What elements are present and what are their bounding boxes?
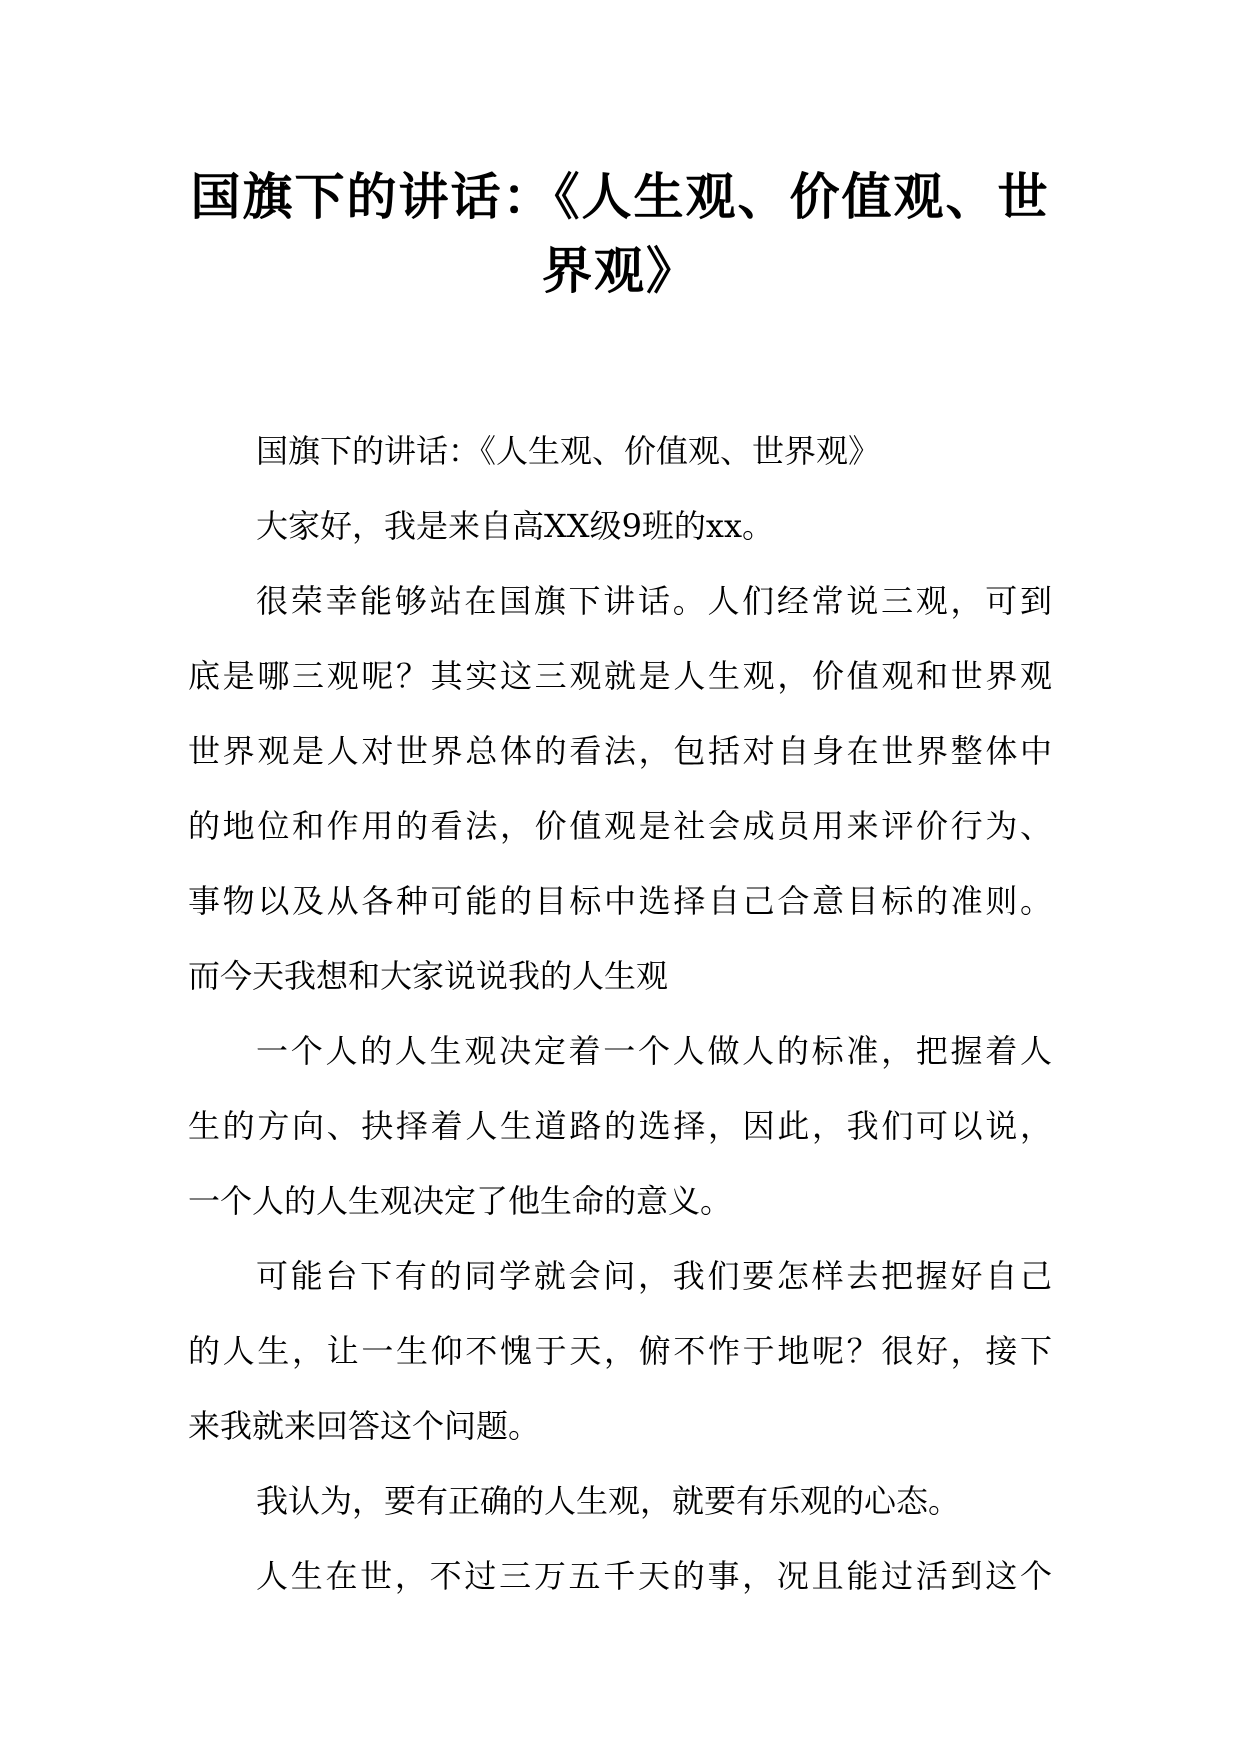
title-line-2: 界观》	[542, 241, 698, 300]
paragraph-three-views	[188, 564, 1052, 1014]
text-line: 一个人的人生观决定着一个人做人的标准，把握着人	[256, 1032, 1052, 1070]
paragraph-subtitle	[188, 414, 1052, 489]
text-line: 的地位和作用的看法，价值观是社会成员用来评价行为、	[188, 807, 1052, 845]
text-line: 可能台下有的同学就会问，我们要怎样去把握好自己	[256, 1257, 1052, 1295]
paragraph-life-span	[188, 1539, 1052, 1614]
paragraph-question	[188, 1239, 1052, 1464]
text-line: 而今天我想和大家说说我的人生观	[188, 957, 669, 995]
text-line: 生的方向、抉择着人生道路的选择，因此，我们可以说，	[188, 1107, 1052, 1145]
text-line: 底是哪三观呢？其实这三观就是人生观，价值观和世界观	[188, 657, 1052, 695]
text-line: 世界观是人对世界总体的看法，包括对自身在世界整体中	[188, 732, 1052, 770]
paragraph-greeting	[188, 489, 1052, 564]
paragraph-life-view	[188, 1014, 1052, 1239]
text-line: 事物以及从各种可能的目标中选择自己合意目标的准则。	[188, 882, 1052, 920]
text-line: 我认为，要有正确的人生观，就要有乐观的心态。	[256, 1482, 961, 1520]
text-line: 来我就来回答这个问题。	[188, 1407, 541, 1445]
text-line: 人生在世，不过三万五千天的事，况且能过活到这个	[256, 1557, 1052, 1595]
document-body	[188, 414, 1052, 1614]
text-line: 一个人的人生观决定了他生命的意义。	[188, 1182, 733, 1220]
paragraph-optimism	[188, 1464, 1052, 1539]
text-line: 大家好，我是来自高XX级9班的xx。	[256, 507, 775, 545]
title-line-1: 国旗下的讲话：《人生观、价值观、世	[190, 167, 1050, 226]
text-line: 很荣幸能够站在国旗下讲话。人们经常说三观，可到	[256, 582, 1052, 620]
text-line: 国旗下的讲话：《人生观、价值观、世界观》	[256, 432, 881, 470]
text-line: 的人生，让一生仰不愧于天，俯不怍于地呢？很好，接下	[188, 1332, 1052, 1370]
document-title	[188, 160, 1052, 308]
